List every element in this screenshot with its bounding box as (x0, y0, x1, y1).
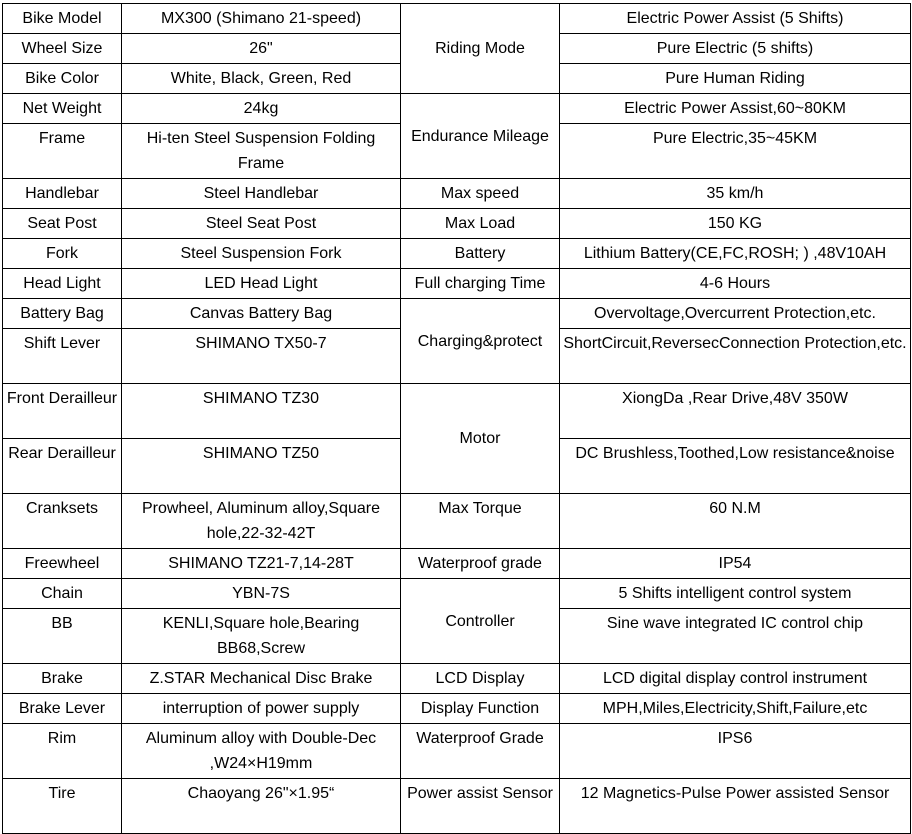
bike-spec-table (2, 3, 911, 834)
spec-label: Cranksets (3, 494, 122, 549)
spec-value: Electric Power Assist (5 Shifts) (560, 4, 911, 34)
spec-value: interruption of power supply (122, 694, 401, 724)
spec-label: Front Derailleur (3, 384, 122, 439)
spec-value: IP54 (560, 549, 911, 579)
spec-value: Pure Electric,35~45KM (560, 124, 911, 179)
spec-value: Aluminum alloy with Double-Dec ,W24×H19mm (122, 724, 401, 779)
spec-value: Electric Power Assist,60~80KM (560, 94, 911, 124)
spec-label: BB (3, 609, 122, 664)
spec-label: Charging&protect (401, 299, 560, 384)
spec-value: MPH,Miles,Electricity,Shift,Failure,etc (560, 694, 911, 724)
spec-value: Prowheel, Aluminum alloy,Square hole,22-32-42T (122, 494, 401, 549)
spec-label: Power assist Sensor (401, 779, 560, 834)
table-row (3, 4, 911, 34)
spec-label: Riding Mode (401, 4, 560, 94)
spec-value: SHIMANO TX50-7 (122, 329, 401, 384)
table-row (3, 779, 911, 834)
spec-value: 60 N.M (560, 494, 911, 549)
spec-label: Brake Lever (3, 694, 122, 724)
spec-value: Steel Seat Post (122, 209, 401, 239)
spec-label: Waterproof Grade (401, 724, 560, 779)
spec-label: Full charging Time (401, 269, 560, 299)
table-row (3, 724, 911, 779)
table-row (3, 239, 911, 269)
spec-value: Canvas Battery Bag (122, 299, 401, 329)
spec-label: Seat Post (3, 209, 122, 239)
spec-label: Wheel Size (3, 34, 122, 64)
table-row (3, 94, 911, 124)
spec-label: Battery (401, 239, 560, 269)
spec-value: Chaoyang 26"×1.95“ (122, 779, 401, 834)
spec-label: Tire (3, 779, 122, 834)
spec-label: Display Function (401, 694, 560, 724)
table-row (3, 494, 911, 549)
spec-value: SHIMANO TZ30 (122, 384, 401, 439)
spec-value: Pure Human Riding (560, 64, 911, 94)
table-row (3, 384, 911, 439)
spec-label: Shift Lever (3, 329, 122, 384)
spec-value: 35 km/h (560, 179, 911, 209)
spec-label: Fork (3, 239, 122, 269)
spec-label: Max Torque (401, 494, 560, 549)
spec-label: Frame (3, 124, 122, 179)
spec-value: 24kg (122, 94, 401, 124)
spec-value: KENLI,Square hole,Bearing BB68,Screw (122, 609, 401, 664)
spec-label: Motor (401, 384, 560, 494)
spec-label: Endurance Mileage (401, 94, 560, 179)
spec-value: 150 KG (560, 209, 911, 239)
spec-value: LCD digital display control instrument (560, 664, 911, 694)
spec-label: Max speed (401, 179, 560, 209)
spec-label: Max Load (401, 209, 560, 239)
spec-label: Battery Bag (3, 299, 122, 329)
spec-value: Lithium Battery(CE,FC,ROSH; ) ,48V10AH (560, 239, 911, 269)
spec-value: SHIMANO TZ50 (122, 439, 401, 494)
spec-value: Hi-ten Steel Suspension Folding Frame (122, 124, 401, 179)
table-row (3, 209, 911, 239)
table-row (3, 299, 911, 329)
spec-label: Brake (3, 664, 122, 694)
spec-label: LCD Display (401, 664, 560, 694)
table-row (3, 579, 911, 609)
spec-value: 4-6 Hours (560, 269, 911, 299)
spec-value: LED Head Light (122, 269, 401, 299)
spec-value: White, Black, Green, Red (122, 64, 401, 94)
spec-value: MX300 (Shimano 21-speed) (122, 4, 401, 34)
spec-value: Steel Handlebar (122, 179, 401, 209)
spec-label: Head Light (3, 269, 122, 299)
spec-value: Sine wave integrated IC control chip (560, 609, 911, 664)
spec-value: 26" (122, 34, 401, 64)
table-row (3, 179, 911, 209)
spec-value: 12 Magnetics-Pulse Power assisted Sensor (560, 779, 911, 834)
spec-label: Rear Derailleur (3, 439, 122, 494)
spec-label: Bike Color (3, 64, 122, 94)
spec-value: Pure Electric (5 shifts) (560, 34, 911, 64)
spec-label: Rim (3, 724, 122, 779)
spec-label: Waterproof grade (401, 549, 560, 579)
spec-label: Chain (3, 579, 122, 609)
spec-value: Z.STAR Mechanical Disc Brake (122, 664, 401, 694)
spec-label: Net Weight (3, 94, 122, 124)
spec-value: Steel Suspension Fork (122, 239, 401, 269)
spec-value: Overvoltage,Overcurrent Protection,etc. (560, 299, 911, 329)
spec-value: IPS6 (560, 724, 911, 779)
table-row (3, 694, 911, 724)
spec-value: DC Brushless,Toothed,Low resistance&noise (560, 439, 911, 494)
spec-value: YBN-7S (122, 579, 401, 609)
spec-value: 5 Shifts intelligent control system (560, 579, 911, 609)
table-row (3, 664, 911, 694)
spec-label: Bike Model (3, 4, 122, 34)
table-row (3, 269, 911, 299)
spec-value: XiongDa ,Rear Drive,48V 350W (560, 384, 911, 439)
spec-label: Controller (401, 579, 560, 664)
table-row (3, 549, 911, 579)
spec-label: Handlebar (3, 179, 122, 209)
spec-label: Freewheel (3, 549, 122, 579)
spec-value: ShortCircuit,ReversecConnection Protection,etc. (560, 329, 911, 384)
spec-value: SHIMANO TZ21-7,14-28T (122, 549, 401, 579)
